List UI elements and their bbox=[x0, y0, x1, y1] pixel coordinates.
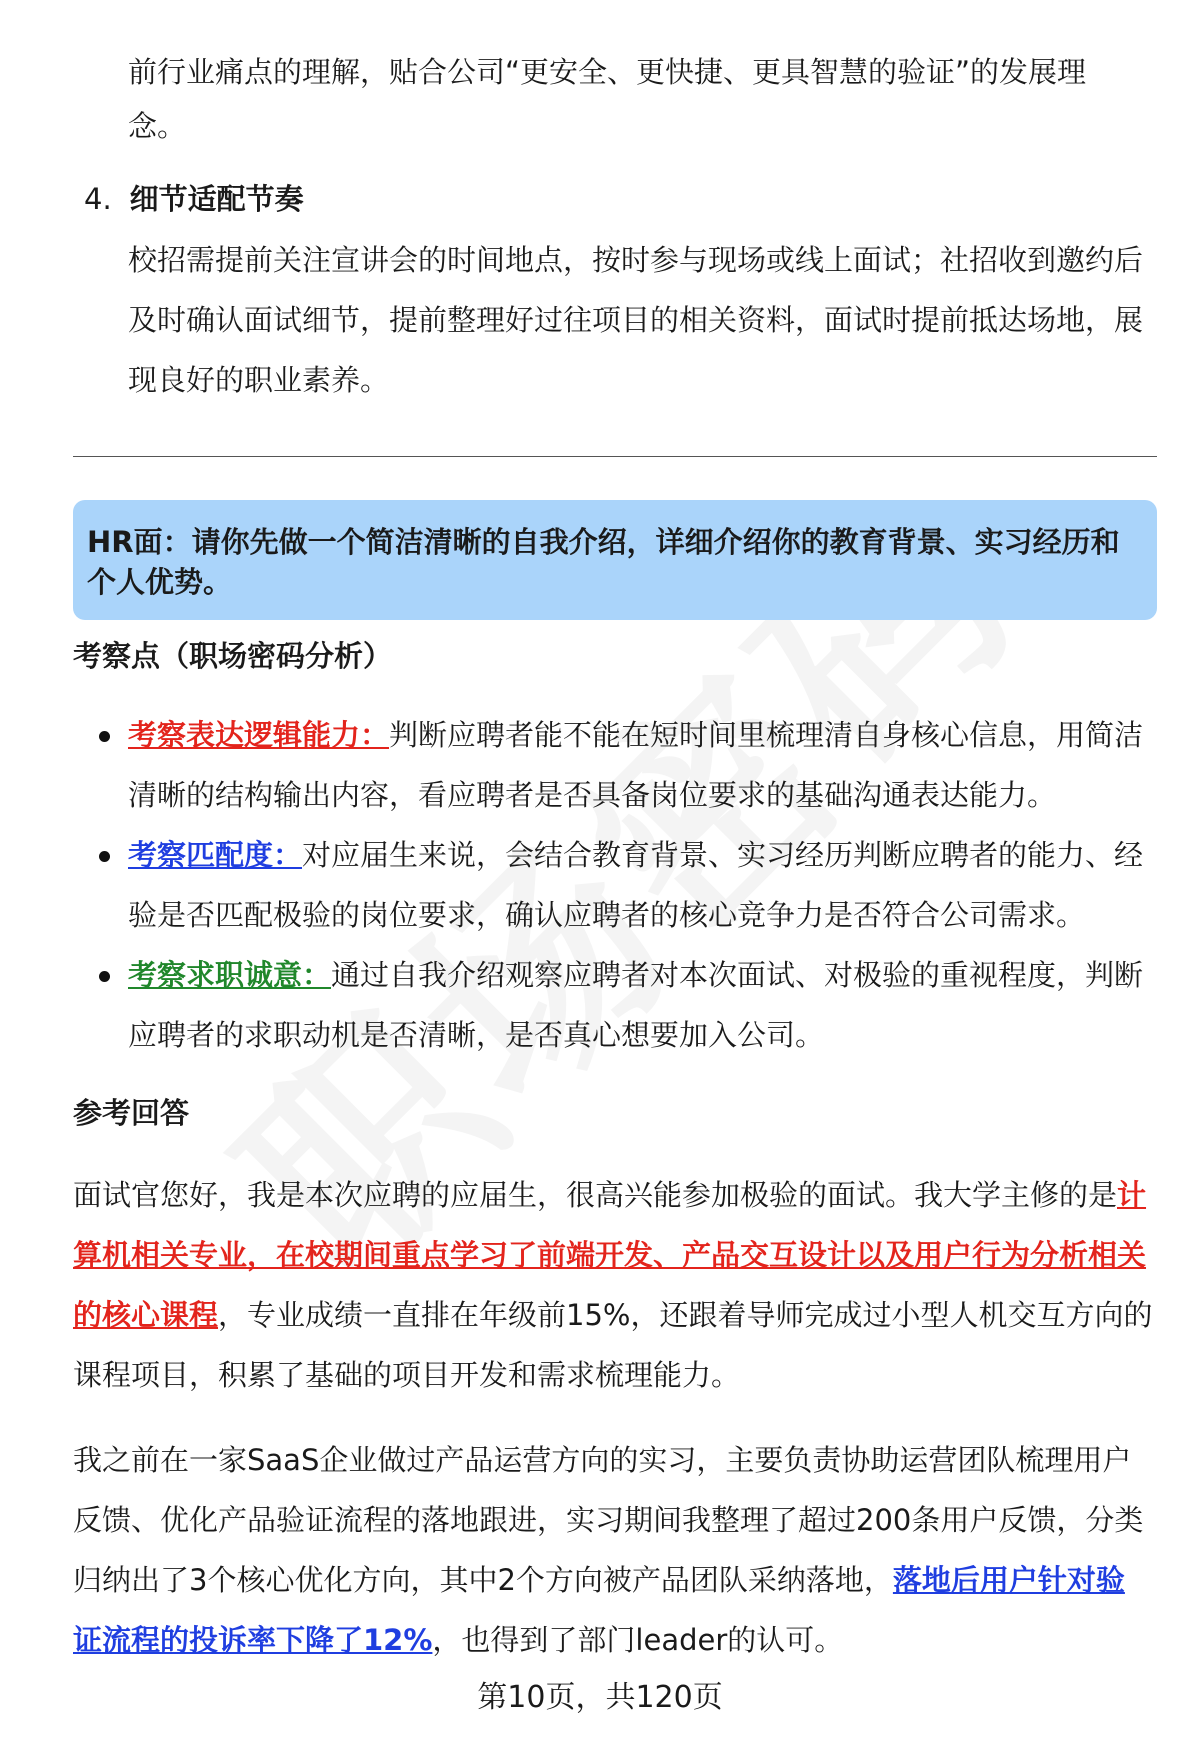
item-text: 判断应聘者能不能在短时间里梳理清自身核心信息，用简洁清晰的结构输出内容，看应聘者是否具备岗位要求的基础沟通表达能力。 bbox=[128, 718, 1144, 812]
para2-before: 我之前在一家SaaS企业做过产品运营方向的实习，主要负责协助运营团队梳理用户反馈、优化产品验证流程的落地跟进，实习期间我整理了超过200条用户反馈，分类归纳出了3个核心优化方向，其中2个方向被产品团队采纳落地， bbox=[73, 1443, 1144, 1597]
continuation-line-1: 前行业痛点的理解，贴合公司“更安全、更快捷、更具智慧的验证”的发展理 bbox=[128, 55, 1087, 89]
page-footer: 第10页，共120页 bbox=[477, 1680, 723, 1715]
answer-paragraph-2 bbox=[73, 1430, 1153, 1670]
item-text: 通过自我介绍观察应聘者对本次面试、对极验的重视程度，判断应聘者的求职动机是否清晰，是否真心想要加入公司。 bbox=[128, 958, 1144, 1052]
answer-paragraph-1 bbox=[73, 1165, 1153, 1405]
keyword-expression: 考察表达逻辑能力： bbox=[128, 718, 390, 752]
question-box bbox=[73, 500, 1157, 620]
para1-after: ，专业成绩一直排在年级前15%，还跟着导师完成过小型人机交互方向的课程项目，积累了基础的项目开发和需求梳理能力。 bbox=[73, 1298, 1153, 1392]
item-4-heading bbox=[84, 173, 304, 225]
item-4-number: 4. bbox=[84, 182, 112, 216]
keyword-match: 考察匹配度： bbox=[128, 838, 303, 872]
continuation-line-2: 念。 bbox=[128, 109, 187, 143]
item-4-body: 校招需提前关注宣讲会的时间地点，按时参与现场或线上面试；社招收到邀约后及时确认面试细节，提前整理好过往项目的相关资料，面试时提前抵达场地，展现良好的职业素养。 bbox=[128, 243, 1144, 397]
bullet-dot bbox=[99, 971, 110, 982]
keyword-sincerity: 考察求职诚意： bbox=[128, 958, 332, 992]
item-text: 对应届生来说，会结合教育背景、实习经历判断应聘者的能力、经验是否匹配极验的岗位要求，确认应聘者的核心竞争力是否符合公司需求。 bbox=[128, 838, 1144, 932]
exam-points-list bbox=[73, 705, 1153, 1065]
para1-before: 面试官您好，我是本次应聘的应届生，很高兴能参加极验的面试。我大学主修的是 bbox=[73, 1178, 1118, 1212]
question-text: HR面：请你先做一个简洁清晰的自我介绍，详细介绍你的教育背景、实习经历和个人优势。 bbox=[87, 525, 1120, 599]
divider bbox=[73, 456, 1157, 457]
para2-highlight: 落地后用户针对验证流程的投诉率下降了12% bbox=[73, 1563, 1125, 1657]
bullet-dot bbox=[99, 851, 110, 862]
list-item bbox=[73, 945, 1153, 1065]
list-item bbox=[73, 825, 1153, 945]
reference-answer-title: 参考回答 bbox=[73, 1096, 190, 1130]
bullet-dot bbox=[99, 731, 110, 742]
list-item bbox=[73, 705, 1153, 825]
para1-highlight: 计算机相关专业，在校期间重点学习了前端开发、产品交互设计以及用户行为分析相关的核心课程 bbox=[73, 1178, 1147, 1332]
item-4-title: 细节适配节奏 bbox=[129, 182, 304, 216]
para2-after: ，也得到了部门leader的认可。 bbox=[432, 1623, 844, 1657]
exam-points-title: 考察点（职场密码分析） bbox=[73, 639, 393, 673]
